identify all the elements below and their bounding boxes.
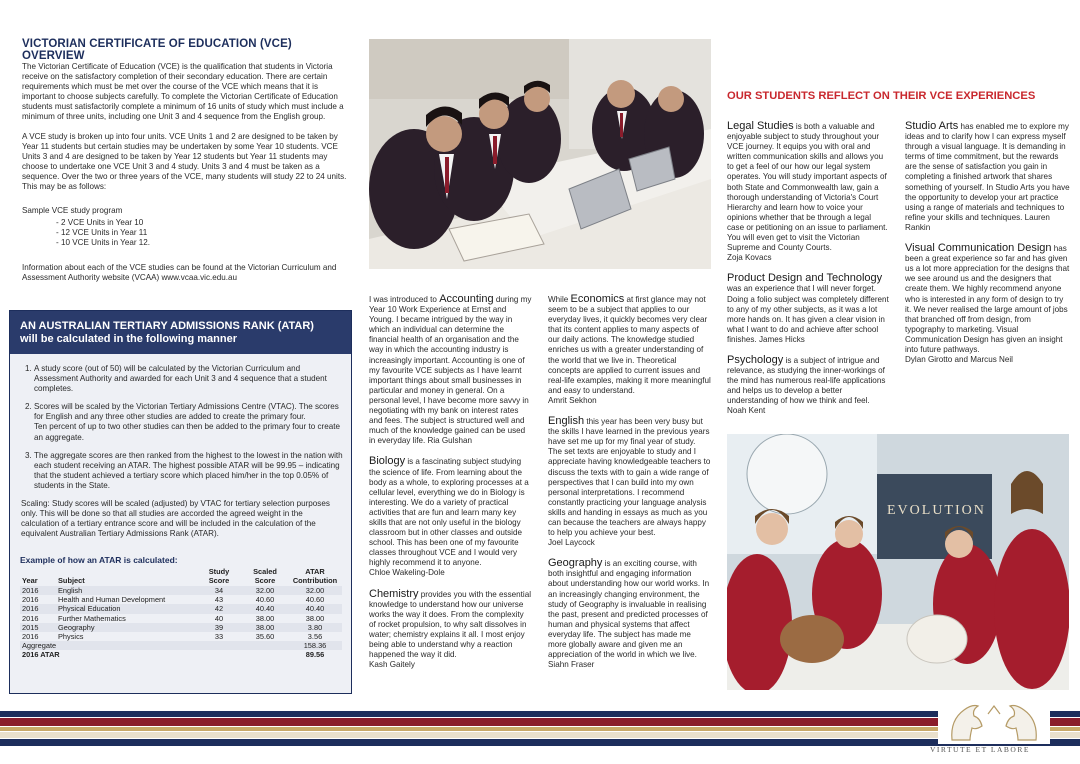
- reflect-heading: OUR STUDENTS REFLECT ON THEIR VCE EXPERIENCES: [727, 90, 1036, 102]
- reflect-column-2: [905, 121, 1070, 375]
- table-row: [20, 623, 342, 632]
- subject-name: Geography: [548, 557, 603, 570]
- reflection-text: is an exciting course, with both insightful and engaging information about understanding how our world works. In an increasingly changing environment, the study of Geography is invaluable in realising the past, present and predicted processes of human and physical systems that affect everyday life. The subject has made me more globally aware and given me an appreciation of the world in which we live. Siahn Fraser: [548, 559, 710, 670]
- sample-program-item: - 10 VCE Units in Year 12.: [56, 238, 352, 248]
- reflect-column-1: [727, 121, 890, 427]
- aggregate-value: 158.36: [288, 641, 342, 650]
- student-reflection: [727, 273, 890, 345]
- student-reflection: [369, 456, 532, 578]
- student-reflection: [369, 589, 532, 671]
- table-cell: 43: [214, 595, 224, 605]
- reflection-text: is both a valuable and enjoyable subject to study throughout your VCE journey. It equips you with oral and written communication skills and allows you to get a feel of our how our legal system operates. You will study important aspects of both State and Commonwealth law, gain a thorough understanding of Victoria's Court Hierarchy and learn how to voice your opinions whether that be through a legal case or petitioning on an issue to parliament. You will even get to visit the Victorian Supreme and County Courts. Zoja Kovacs: [727, 122, 888, 263]
- table-cell: 40.60: [255, 595, 275, 605]
- aggregate-row: [20, 641, 342, 650]
- reflection-intro: I was introduced to: [369, 295, 440, 304]
- student-reflection: [905, 121, 1070, 233]
- student-reflection: [727, 355, 890, 417]
- table-cell: 40.40: [242, 604, 288, 613]
- atar-example-title: Example of how an ATAR is calculated:: [20, 555, 178, 565]
- table-cell: Health and Human Development: [58, 595, 166, 605]
- reflection-text: is a fascinating subject studying the science of life. From learning about the body as a whole, to exploring processes at a cellular level, everything we do in Biology is interesting. We do a variety of practical activities that are fun and learn many key skills that are not only useful in the biology classroom but in other classes and outside school. This has been one of my favourite classes throughout VCE and I would very highly recommend it to anyone. Chloe Wakeling-Dole: [369, 457, 529, 578]
- table-header-cell: Study Score: [208, 567, 230, 585]
- table-header-cell: Subject: [58, 576, 85, 585]
- school-motto: VIRTUTE ET LABORE: [930, 745, 1030, 754]
- footer-stripe-maroon: [0, 718, 1080, 726]
- school-crest: [938, 700, 1050, 744]
- atar-example-table: [20, 567, 342, 660]
- student-reflection: [905, 243, 1070, 365]
- table-cell: 40.60: [305, 595, 325, 605]
- table-cell: 2016: [20, 586, 56, 595]
- atar-step: 3. The aggregate scores are then ranked from the highest to the lowest in the nation with each student receiving an ATAR. The highest possible ATAR will be 99.95 – indicating that the student achieved a tertiary score which placed him/her in the top 0.05% of students in the State.: [34, 451, 343, 491]
- table-header-cell: ATAR Contribution: [292, 567, 338, 585]
- table-header-row: [20, 567, 342, 586]
- footer-stripe-cream: [0, 732, 1080, 738]
- table-cell: 3.56: [307, 632, 323, 642]
- atar-step: 1. A study score (out of 50) will be calculated by the Victorian Curriculum and Assessment Authority and awarded for each Unit 3 and 4 sequence that a student completes.: [34, 364, 343, 394]
- subject-name: English: [548, 415, 585, 428]
- table-cell: 39: [196, 623, 242, 632]
- atar-scaling-note: Scaling: Study scores will be scaled (adjusted) by VTAC for tertiary selection purposes only. This will be done so that all studies are accorded the agreed weight in the calculation of a tertiary entrance score and will be included in the calculation of the equivalent Australian Tertiary Admissions Rank (ATAR).: [21, 499, 330, 539]
- table-row: [20, 614, 342, 623]
- table-cell: 33: [214, 632, 224, 642]
- table-cell: 34: [196, 586, 242, 595]
- table-cell: 38.00: [255, 613, 275, 623]
- subject-name: Biology: [369, 455, 406, 468]
- reflection-text: during my Year 10 Work Experience at Ernst and Young. I became intrigued by the way in which an individual can determine the financial health of an organisation and the way in which the accounting industry is increasingly important. Accounting is one of my favourite VCE subjects as I have learnt important things about small businesses in particular and money in general. On a personal level, I have become more savvy in negotiating with my bank on interest rates and fees. The subject is structured well and much of the knowledge gained can be used in everyday life. Ria Gulshan: [369, 295, 532, 446]
- classroom-laptops-photo: [369, 39, 711, 269]
- aggregate-label: Aggregate: [20, 641, 288, 650]
- reflection-text: at first glance may not seem to be a subject that applies to our everyday lives, it quickly becomes very clear that its content applies to many aspects of our daily actions. The knowledge studied enriches us with a greater understanding of the world that we live in. Theoretical concepts are applied to current issues and real-life examples, making it more meaningful and easy to understand. Amrit Sekhon: [548, 295, 711, 405]
- evolution-poster-text: EVOLUTION: [887, 503, 986, 518]
- table-row: [20, 595, 342, 604]
- student-reflection: [369, 294, 532, 446]
- student-reflection: [548, 416, 711, 548]
- table-cell: 2016: [20, 604, 56, 613]
- table-row: [20, 604, 342, 613]
- atar-heading-line1: AN AUSTRALIAN TERTIARY ADMISSIONS RANK (ATAR): [20, 320, 314, 332]
- atar-step: 2. Scores will be scaled by the Victorian Tertiary Admissions Centre (VTAC). The scores for English and any three other studies are added to create the primary four. Ten percent of up to two other studies can then be added to the primary four to create an aggregate.: [34, 402, 343, 442]
- science-lab-photo: [727, 434, 1069, 690]
- subject-name: Studio Arts: [905, 120, 959, 132]
- table-cell: English: [56, 586, 196, 595]
- reflection-text: provides you with the essential knowledge to understand how our universe works the way it does. From the complexity of rocket propulsion, to why salt dissolves in water; chemistry explains it all. I most enjoy being able to understand why a reaction happened the way it did. Kash Gaitely: [369, 589, 531, 670]
- table-cell: 2016: [22, 595, 39, 605]
- footer-stripe-navy: [0, 711, 1080, 717]
- table-cell: 32.00: [242, 586, 288, 595]
- atar-heading-line2: will be calculated in the following manner: [20, 333, 237, 345]
- table-cell: 2015: [20, 623, 56, 632]
- table-cell: 40: [214, 613, 224, 623]
- vce-overview-body: [22, 62, 352, 292]
- student-reflections-column-2: [548, 294, 711, 680]
- table-cell: Geography: [56, 623, 196, 632]
- vce-overview-title: VICTORIAN CERTIFICATE OF EDUCATION (VCE) OVERVIEW: [22, 38, 292, 62]
- table-cell: 40.40: [288, 604, 342, 613]
- subject-name: Visual Communication Design: [905, 242, 1052, 255]
- table-cell: Further Mathematics: [58, 613, 126, 623]
- table-cell: Physics: [58, 632, 84, 642]
- table-cell: 2016: [22, 632, 39, 642]
- vce-units-paragraph: A VCE study is broken up into four units. VCE Units 1 and 2 are designed to be taken by Year 11 students but certain studies may be undertaken by some Year 10 students. VCE Units 3 and 4 are designed to be taken by Year 12 students but Year 11 students may choose to undertake one VCE Unit 3 and 4 study. Units 3 and 4 must be taken as a sequence. Over the two or three years of the VCE, many students will study 22 to 24 units. This may be as follows:: [22, 131, 347, 192]
- atar-result-value: 89.56: [305, 650, 325, 660]
- sample-program-item: - 12 VCE Units in Year 11: [56, 228, 352, 238]
- student-reflection: [548, 558, 711, 670]
- table-cell: 3.80: [288, 623, 342, 632]
- reflection-intro: While: [548, 295, 571, 304]
- sample-program-item: - 2 VCE Units in Year 10: [56, 218, 352, 228]
- subject-name: Economics: [570, 293, 625, 305]
- atar-result-row: [20, 650, 342, 659]
- sample-program-list: [22, 218, 352, 248]
- subject-name: Product Design and Technology: [727, 272, 883, 285]
- subject-name: Psychology: [727, 353, 784, 366]
- student-reflection: [548, 294, 711, 406]
- vcaa-info-paragraph: Information about each of the VCE studies can be found at the Victorian Curriculum and Assessment Authority website (VCAA) www.vcaa.vic.edu.au: [22, 262, 337, 282]
- atar-steps-list: [10, 364, 343, 491]
- sample-program-title: Sample VCE study program: [22, 206, 123, 216]
- footer-stripe-navy-2: [0, 739, 1080, 746]
- table-cell: 35.60: [255, 632, 275, 642]
- atar-result-label: 2016 ATAR: [22, 650, 60, 660]
- table-cell: 42: [196, 604, 242, 613]
- horse-crest-icon: [938, 700, 1050, 744]
- subject-name: Accounting: [439, 293, 494, 305]
- atar-heading: [10, 311, 351, 354]
- reflection-text: was an experience that I will never forget. Doing a folio subject was completely different to any of my other subjects, as it was a lot more hands on. It has given a clear vision in what I want to do and achieve after school finishes. James Hicks: [727, 284, 889, 344]
- student-reflections-column-1: [369, 294, 532, 680]
- reflection-text: is a subject of intrigue and relevance, as studying the inner-workings of the mind has numerous real-life applications and helps us to develop a better understanding of how we think and feel. Noah Kent: [727, 355, 886, 416]
- table-row: [20, 632, 342, 641]
- subject-name: Legal Studies: [727, 120, 794, 132]
- reflection-text: this year has been very busy but the skills I have learned in the previous years have set me up for my final year of study. The set texts are enjoyable to study and I appreciate having knowledgeable teachers to discuss the texts with to gain a wide range of perspectives that I can build into my own personal interpretations. I recommend constantly practicing your language analysis skills and handing in essays as much as you can because the teachers are always happy to help you achieve your best. Joel Laycock: [548, 417, 711, 548]
- atar-step-extra: Ten percent of up to two other studies can then be added to the primary four to create an aggregate.: [34, 422, 340, 442]
- subject-name: Chemistry: [369, 587, 419, 600]
- table-cell: 38.00: [305, 613, 325, 623]
- table-cell: 2016: [22, 613, 39, 623]
- reflection-text: has been a great experience so far and has given us a lot more appreciation for the designs that we see around us and the designers that create them. We highly recommend anyone who is interested in any form of design to try it. We never realised the large amount of jobs that branched off from design, from typography to marketing. Visual Communication Design has given an insight into future pathways. Dylan Girotto and Marcus Neil: [905, 244, 1070, 365]
- student-reflection: [727, 121, 890, 263]
- reflection-text: has enabled me to explore my ideas and to clarify how I can express myself through a visual language. It is demanding in terms of time commitment, but the rewards are the sense of satisfaction you gain in completing a finished artwork that shares something of yourself. In Studio Arts you have the opportunity to develop your art practice using a range of materials and techniques to refine your skills and techniques. Lauren Rankin: [905, 122, 1070, 232]
- table-cell: 38.00: [242, 623, 288, 632]
- table-cell: 32.00: [288, 586, 342, 595]
- table-cell: Physical Education: [56, 604, 196, 613]
- table-header-cell: Year: [22, 576, 38, 585]
- table-header-cell: Scaled Score: [253, 567, 277, 585]
- vce-intro-paragraph: The Victorian Certificate of Education (VCE) is the qualification that students in Victoria receive on the satisfactory completion of their secondary education. There are certain requirements which must be met over the course of the VCE which means that it is important to choose subjects carefully. To complete the Victorian Certificate of Education students must satisfactorily complete a minimum of 16 units of study which must include a minimum of three units, including one Unit 3 and 4 sequence from the English group.: [22, 62, 344, 122]
- table-row: [20, 586, 342, 595]
- footer-stripe-gold: [0, 727, 1080, 731]
